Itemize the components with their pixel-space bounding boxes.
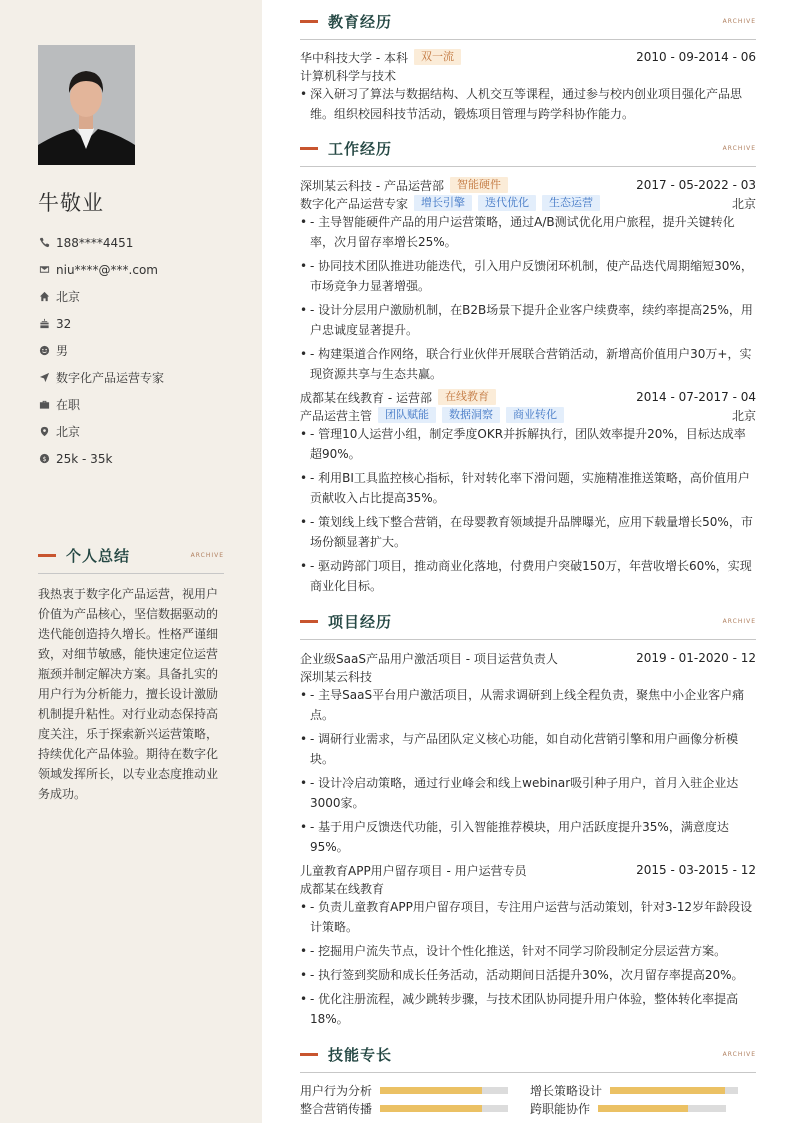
sidebar [0, 0, 262, 1123]
project-entry [300, 649, 756, 857]
job-entry [300, 176, 756, 384]
phone-number: 188****4451 [56, 235, 134, 250]
school-name: 华中科技大学 - 本科 [300, 50, 408, 65]
project-head [300, 861, 756, 879]
salary-icon [38, 453, 50, 465]
project-org: 深圳某云科技 [300, 669, 373, 684]
skill-item [530, 1081, 756, 1099]
list-item: • - 设计冷启动策略，通过行业峰会和线上webinar吸引种子用户，首月入驻企业达3000家。 [300, 773, 756, 813]
job-role-row [300, 194, 756, 212]
job-tag: 数据洞察 [442, 407, 500, 423]
skill-track [610, 1087, 738, 1094]
job-role: 产品运营主管 [300, 408, 373, 423]
school-badge: 双一流 [414, 49, 461, 65]
send-icon [38, 372, 50, 384]
svg-text:$: $ [41, 454, 47, 463]
education-section [300, 10, 756, 124]
info-home [38, 283, 238, 310]
section-accent-bar [300, 620, 318, 623]
job-company: 成都某在线教育 - 运营部 [300, 390, 432, 405]
job-city: 北京 [731, 408, 756, 423]
project-org-row [300, 879, 756, 897]
job-bullets [300, 424, 756, 596]
skills-header [300, 1043, 756, 1065]
project-name: 企业级SaaS产品用户激活项目 - 项目运营负责人 [300, 651, 558, 666]
education-header [300, 10, 756, 32]
skill-fill [598, 1105, 688, 1112]
skill-fill [610, 1087, 725, 1094]
info-email [38, 256, 238, 283]
education-bullets [300, 84, 756, 124]
section-accent-bar [300, 147, 318, 150]
info-salary [38, 445, 238, 472]
home-city: 北京 [56, 290, 81, 304]
section-accent-bar [300, 20, 318, 23]
job-tag: 商业转化 [506, 407, 564, 423]
work-header [300, 137, 756, 159]
salary-range: 25k - 35k [56, 451, 113, 466]
project-name: 儿童教育APP用户留存项目 - 用户运营专员 [300, 863, 527, 878]
job-status: 在职 [56, 398, 81, 412]
job-tag: 团队赋能 [378, 407, 436, 423]
major: 计算机科学与技术 [300, 68, 397, 83]
cake-icon [38, 318, 50, 330]
list-item: • - 主导智能硬件产品的用户运营策略，通过A/B测试优化用户旅程，提升关键转化率，次月留存率增长25%。 [300, 212, 756, 252]
list-item: • - 挖掘用户流失节点，设计个性化推送，针对不同学习阶段制定分层运营方案。 [300, 941, 756, 961]
skill-item [300, 1081, 530, 1099]
section-divider [300, 39, 756, 40]
list-item: • - 执行签到奖励和成长任务活动，活动期间日活提升30%，次月留存率提高20%。 [300, 965, 756, 985]
job-role-row [300, 406, 756, 424]
info-phone [38, 229, 238, 256]
section-divider [38, 573, 224, 574]
project-date: 2015 - 03-2015 - 12 [636, 863, 756, 877]
section-accent-bar [300, 1053, 318, 1056]
education-entry-head [300, 48, 756, 66]
skill-item [300, 1099, 530, 1117]
list-item: • - 调研行业需求，与产品团队定义核心功能，如自动化营销引擎和用户画像分析模块。 [300, 729, 756, 769]
job-industry-badge: 智能硬件 [450, 177, 508, 193]
project-entry [300, 861, 756, 1029]
job-industry-badge: 在线教育 [438, 389, 496, 405]
phone-icon [38, 237, 50, 249]
skills-section [300, 1043, 756, 1117]
list-item: • - 协同技术团队推进功能迭代，引入用户反馈闭环机制，使产品迭代周期缩短30%，市场竞争力显著增强。 [300, 256, 756, 296]
location-city: 北京 [56, 425, 81, 439]
section-accent-bar [38, 554, 56, 557]
info-position [38, 364, 238, 391]
summary-archive-tag: ARCHIVE [190, 551, 224, 559]
job-bullets [300, 212, 756, 384]
gender-icon [38, 345, 50, 357]
info-gender [38, 337, 238, 364]
skill-fill [380, 1105, 482, 1112]
job-date: 2014 - 07-2017 - 04 [636, 390, 756, 404]
email-address: niu****@***.com [56, 262, 158, 277]
projects-title: 项目经历 [328, 612, 393, 631]
skills-grid [300, 1081, 756, 1117]
education-title: 教育经历 [328, 12, 393, 31]
summary-text: 我热衷于数字化产品运营，视用户价值为产品核心，坚信数据驱动的迭代能创造持久增长。性格严谨细致，对细节敏感，能快速定位运营瓶颈并制定解决方案。具备扎实的用户行为分析能力，擅长设计激励机制提升粘性。对行业动态保持高度关注，乐于探索新兴运营策略，持续优化产品体验。期待在数字化领域发挥所长，以专业态度推动业务成功。 [38, 587, 219, 801]
list-item: • - 构建渠道合作网络，联合行业伙伴开展联合营销活动，新增高价值用户30万+，实现资源共享与生态共赢。 [300, 344, 756, 384]
list-item: • - 策划线上线下整合营销，在母婴教育领域提升品牌曝光，应用下载量增长50%，市场份额显著扩大。 [300, 512, 756, 552]
location-icon [38, 426, 50, 438]
skill-fill [380, 1087, 482, 1094]
summary-header [38, 544, 224, 566]
project-head [300, 649, 756, 667]
skills-archive-tag: ARCHIVE [722, 1050, 756, 1058]
job-date: 2017 - 05-2022 - 03 [636, 178, 756, 192]
job-tag: 迭代优化 [478, 195, 536, 211]
work-title: 工作经历 [328, 139, 393, 158]
avatar-image [38, 45, 135, 165]
section-divider [300, 639, 756, 640]
info-location [38, 418, 238, 445]
list-item: • - 管理10人运营小组，制定季度OKR并拆解执行，团队效率提升20%，目标达成率超90%。 [300, 424, 756, 464]
project-date: 2019 - 01-2020 - 12 [636, 651, 756, 665]
target-position: 数字化产品运营专家 [56, 371, 165, 385]
list-item: • 深入研习了算法与数据结构、人机交互等课程，通过参与校内创业项目强化产品思维。组织校园科技节活动，锻炼项目管理与跨学科协作能力。 [300, 84, 756, 124]
project-bullets [300, 685, 756, 857]
projects-section [300, 610, 756, 1029]
section-divider [300, 1072, 756, 1073]
list-item: • - 主导SaaS平台用户激活项目，从需求调研到上线全程负责，聚焦中小企业客户痛点。 [300, 685, 756, 725]
work-section [300, 137, 756, 596]
home-icon [38, 291, 50, 303]
job-company: 深圳某云科技 - 产品运营部 [300, 178, 444, 193]
project-org-row [300, 667, 756, 685]
summary-section [38, 544, 224, 804]
list-item: • - 利用BI工具监控核心指标，针对转化率下滑问题，实施精准推送策略，高价值用户贡献收入占比提高35%。 [300, 468, 756, 508]
section-divider [300, 166, 756, 167]
skill-name: 增长策略设计 [530, 1083, 603, 1098]
skill-item [530, 1099, 756, 1117]
skill-track [380, 1105, 508, 1112]
briefcase-icon [38, 399, 50, 411]
project-bullets [300, 897, 756, 1029]
age-value: 32 [56, 316, 72, 331]
job-head [300, 176, 756, 194]
skill-track [380, 1087, 508, 1094]
list-item: • - 设计分层用户激励机制，在B2B场景下提升企业客户续费率，续约率提高25%，用户忠诚度显著提升。 [300, 300, 756, 340]
summary-title: 个人总结 [66, 546, 131, 565]
list-item: • - 驱动跨部门项目，推动商业化落地，付费用户突破150万，年营收增长60%，实现商业化目标。 [300, 556, 756, 596]
main-content [300, 10, 756, 1123]
job-head [300, 388, 756, 406]
project-org: 成都某在线教育 [300, 881, 385, 896]
education-archive-tag: ARCHIVE [722, 17, 756, 25]
work-archive-tag: ARCHIVE [722, 144, 756, 152]
list-item: • - 优化注册流程，减少跳转步骤，与技术团队协同提升用户体验，整体转化率提高18%。 [300, 989, 756, 1029]
list-item: • - 基于用户反馈迭代功能，引入智能推荐模块，用户活跃度提升35%，满意度达95%。 [300, 817, 756, 857]
list-item: • - 负责儿童教育APP用户留存项目，专注用户运营与活动策划，针对3-12岁年龄段设计策略。 [300, 897, 756, 937]
job-tag: 生态运营 [542, 195, 600, 211]
projects-archive-tag: ARCHIVE [722, 617, 756, 625]
skill-name: 用户行为分析 [300, 1083, 373, 1098]
skills-title: 技能专长 [328, 1045, 393, 1064]
job-entry [300, 388, 756, 596]
job-role: 数字化产品运营专家 [300, 196, 409, 211]
job-city: 北京 [731, 196, 756, 211]
skill-name: 整合营销传播 [300, 1101, 373, 1116]
mail-icon [38, 264, 50, 276]
job-tag: 增长引擎 [414, 195, 472, 211]
education-major-row [300, 66, 756, 84]
profile-photo [38, 45, 135, 165]
skill-name: 跨职能协作 [530, 1101, 591, 1116]
projects-header [300, 610, 756, 632]
gender-value: 男 [56, 344, 69, 358]
skill-track [598, 1105, 726, 1112]
contact-info-list [38, 229, 238, 472]
education-date: 2010 - 09-2014 - 06 [636, 50, 756, 64]
info-age [38, 310, 238, 337]
info-status [38, 391, 238, 418]
candidate-name: 牛敬业 [38, 191, 104, 215]
